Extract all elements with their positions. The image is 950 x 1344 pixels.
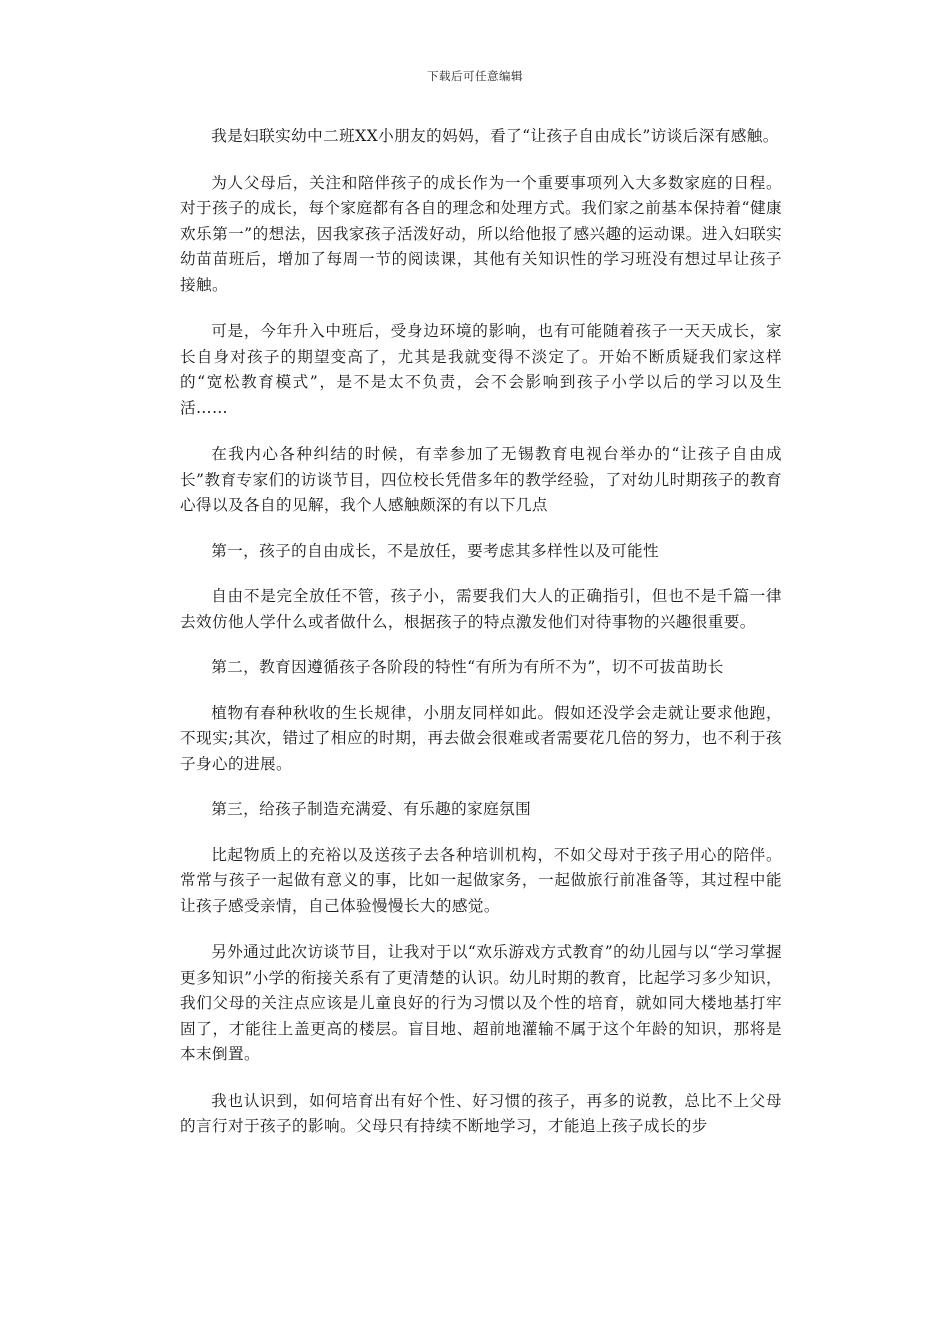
paragraph-parenting: 为人父母后，关注和陪伴孩子的成长作为一个重要事项列入大多数家庭的日程。对于孩子的成长，每个家庭都有各自的理念和处理方式。我们家之前基本保持着“健康欢乐第一”的想法，因我家孩子活泼好动，所以给他报了感兴趣的运动课。进入妇联实幼苗苗班后，增加了每周一节的阅读课，其他有关知识性的学习班没有想过早让孩子接触。 [180, 173, 782, 294]
paragraph-conclusion: 我也认识到，如何培育出有好个性、好习惯的孩子，再多的说教，总比不上父母的言行对于孩子的影响。父母只有持续不断地学习，才能追上孩子成长的步 [180, 1091, 782, 1135]
point-heading-1: 第一，孩子的自由成长，不是放任，要考虑其多样性以及可能性 [211, 541, 660, 560]
paragraph-point-2: 植物有春种秋收的生长规律，小朋友同样如此。假如还没学会走就让要求他跑，不现实;其次，错过了相应的时期，再去做会很难或者需要花几倍的努力，也不利于孩子身心的进展。 [180, 703, 782, 773]
paragraph-middle-class: 可是，今年升入中班后，受身边环境的影响，也有可能随着孩子一天天成长，家长自身对孩子的期望变高了，尤其是我就变得不淡定了。开始不断质疑我们家这样的“宽松教育模式”，是不是太不负责，会不会影响到孩子小学以后的学习以及生活…… [180, 322, 782, 417]
paragraph-point-3: 比起物质上的充裕以及送孩子去各种培训机构，不如父母对于孩子用心的陪伴。常常与孩子一起做有意义的事，比如一起做家务，一起做旅行前准备等，其过程中能让孩子感受亲情，自己体验慢慢长大的感觉。 [180, 845, 782, 915]
paragraph-transition: 另外通过此次访谈节目，让我对于以“欢乐游戏方式教育”的幼儿园与以“学习掌握更多知识”小学的衔接关系有了更清楚的认识。幼儿时期的教育，比起学习多少知识，我们父母的关注点应该是儿童良好的行为习惯以及个性的培育，就如同大楼地基打牢固了，才能往上盖更高的楼层。盲目地、超前地灌输不属于这个年龄的知识，那将是本末倒置。 [180, 943, 782, 1063]
paragraph-intro: 我是妇联实幼中二班XX小朋友的妈妈，看了“让孩子自由成长”访谈后深有感触。 [211, 127, 779, 145]
page-header: 下载后可任意编辑 [427, 69, 523, 83]
point-heading-3: 第三，给孩子制造充满爱、有乐趣的家庭氛围 [211, 800, 532, 818]
document-body [180, 124, 782, 1140]
point-heading-2: 第二，教育因遵循孩子各阶段的特性“有所为有所不为”，切不可拔苗助长 [211, 658, 724, 676]
paragraph-point-1: 自由不是完全放任不管，孩子小，需要我们大人的正确指引，但也不是千篇一律去效仿他人学什么或者做什么，根据孩子的特点激发他们对待事物的兴趣很重要。 [180, 587, 782, 631]
paragraph-interview: 在我内心各种纠结的时候，有幸参加了无锡教育电视台举办的“让孩子自由成长”教育专家们的访谈节目，四位校长凭借多年的教学经验，了对幼儿时期孩子的教育心得以及各自的见解，我个人感触颇深的有以下几点 [180, 445, 782, 514]
